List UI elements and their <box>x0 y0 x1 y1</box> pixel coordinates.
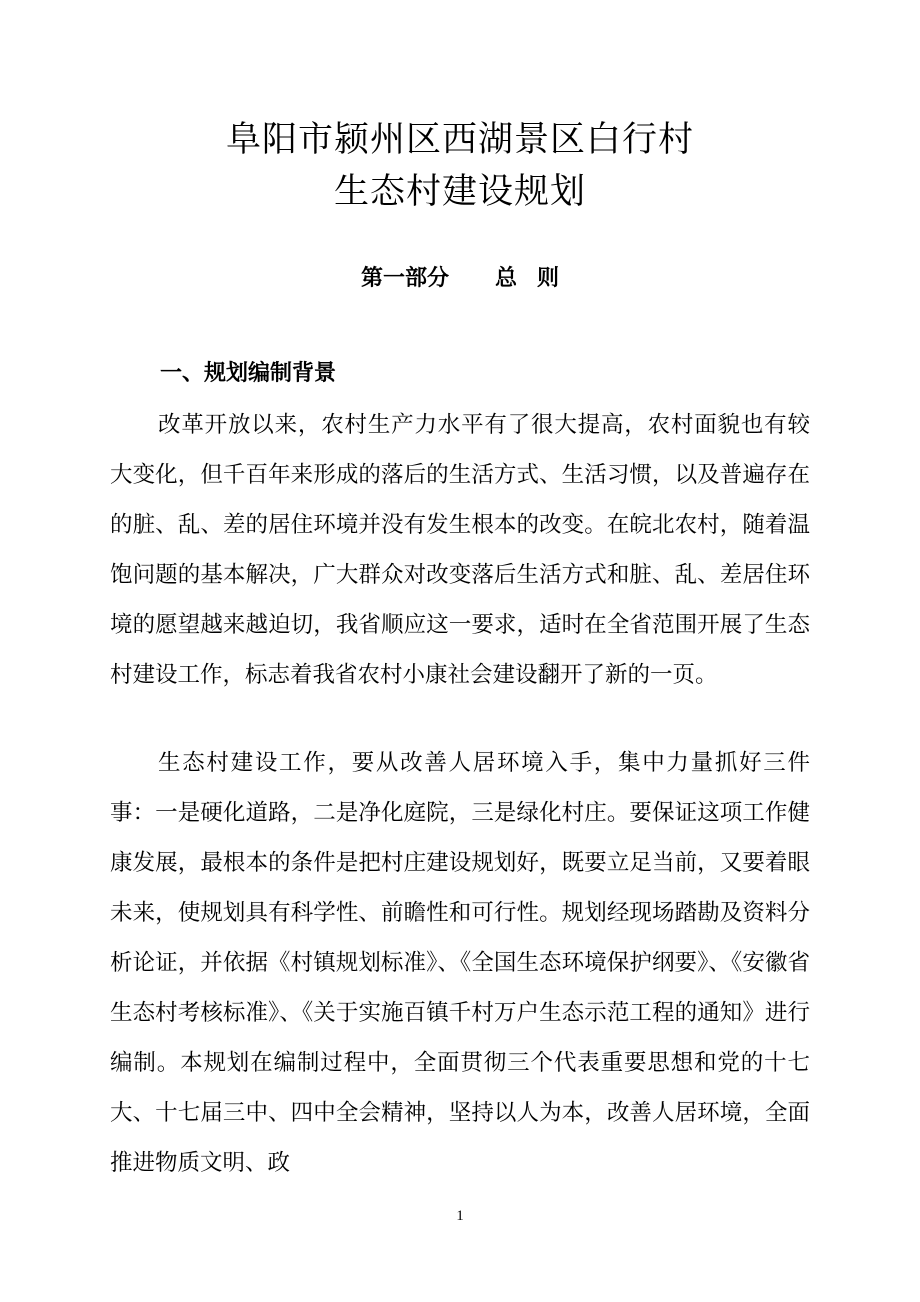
body-paragraph: 改革开放以来，农村生产力水平有了很大提高，农村面貌也有较大变化，但千百年来形成的落后的生活方式、生活习惯，以及普遍存在的脏、乱、差的居住环境并没有发生根本的改变。在皖北农村，随着温饱问题的基本解决，广大群众对改变落后生活方式和脏、乱、差居住环境的愿望越来越迫切，我省顺应这一要求，适时在全省范围开展了生态村建设工作，标志着我省农村小康社会建设翻开了新的一页。 <box>110 412 810 688</box>
section-heading: 一、规划编制背景 <box>160 361 337 386</box>
document-title-line-2: 生态村建设规划 <box>333 172 586 212</box>
page-number: 1 <box>456 1208 464 1224</box>
part-name-char-2: 则 <box>537 266 560 291</box>
part-name-char-1: 总 <box>494 266 517 291</box>
document-title-line-1: 阜阳市颍州区西湖景区白行村 <box>225 120 694 160</box>
part-heading <box>0 261 920 292</box>
body-paragraph: 生态村建设工作，要从改善人居环境入手，集中力量抓好三件事：一是硬化道路，二是净化庭院，三是绿化村庄。要保证这项工作健康发展，最根本的条件是把村庄建设规划好，既要立足当前，又要着眼未来，使规划具有科学性、前瞻性和可行性。规划经现场踏勘及资料分析论证，并依据《村镇规划标准》、《全国生态环境保护纲要》、《安徽省生态村考核标准》、《关于实施百镇千村万户生态示范工程的通知》进行编制。本规划在编制过程中，全面贯彻三个代表重要思想和党的十七大、十七届三中、四中全会精神，坚持以人为本，改善人居环境，全面推进物质文明、政 <box>110 750 810 1176</box>
part-label: 第一部分 <box>360 266 449 291</box>
